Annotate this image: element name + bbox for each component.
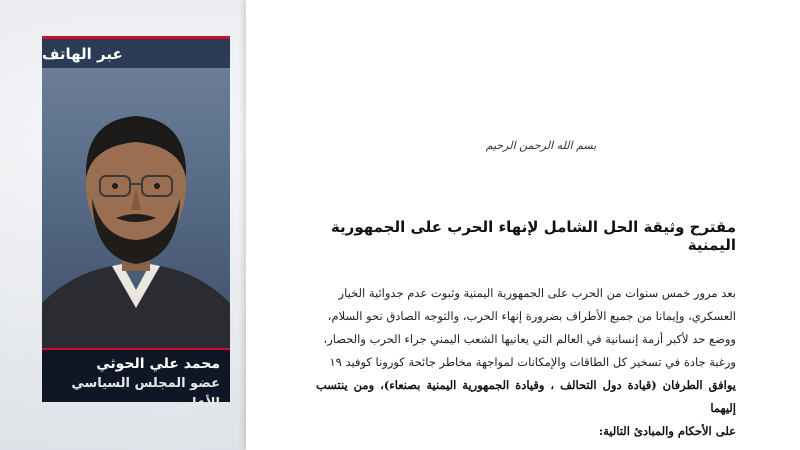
caller-title: عضو المجلس السياسي الأعلى — [71, 376, 220, 411]
body-line: ووضع حد لأكبر أزمة إنسانية في العالم التي يعانيها الشعب اليمني جراء الحرب والحصار، — [323, 332, 736, 346]
portrait-illustration — [42, 68, 230, 348]
basmala — [466, 130, 616, 160]
body-line: بعد مرور خمس سنوات من الحرب على الجمهورية اليمنية وثبوت عدم جدوائية الخيار — [338, 286, 736, 300]
basmala-text: بسم الله الرحمن الرحيم — [485, 138, 597, 152]
body-line: ورغبة جادة في تسخير كل الطاقات والإمكانات لمواجهة مخاطر جائحة كورونا كوفيد ١٩ — [329, 355, 736, 369]
body-line: على الأحكام والمبادئ التالية: — [598, 424, 736, 438]
caller-name: محمد علي الحوثي — [96, 356, 220, 372]
document-page — [246, 0, 800, 450]
caller-header: عبر الهاتف — [42, 36, 230, 68]
caller-name-plate — [42, 348, 230, 411]
document-body — [316, 282, 736, 443]
name-plate-accent — [42, 348, 230, 350]
caller-photo — [42, 68, 230, 348]
document-title: مقترح وثيقة الحل الشامل لإنهاء الحرب على الجمهورية اليمنية — [330, 218, 736, 254]
body-line: العسكري، وإيمانا من جميع الأطراف بضرورة إنهاء الحرب، والتوجه الصادق نحو السلام، — [327, 309, 736, 323]
body-line: يوافق الطرفان (قيادة دول التحالف ، وقيادة الجمهورية اليمنية بصنعاء)، ومن ينتسب إليهما — [316, 378, 736, 415]
